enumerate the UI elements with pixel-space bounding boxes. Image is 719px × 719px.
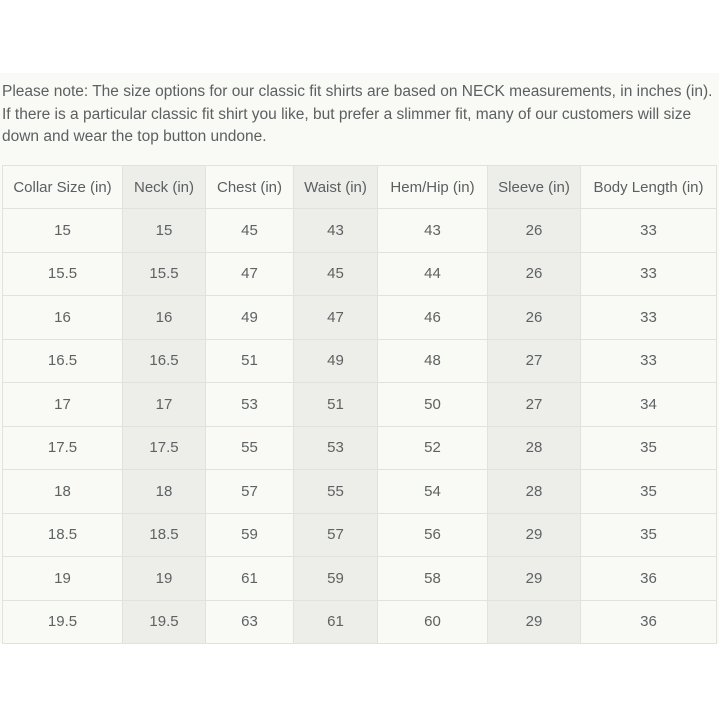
- cell-waist: 61: [294, 600, 378, 644]
- table-row: [3, 426, 717, 470]
- header-row: [3, 166, 717, 209]
- size-note: Please note: The size options for our classic fit shirts are based on NECK measurements, in inches (in). If there is a particular classic fit shirt you like, but prefer a slimmer fit, many of our customers will size down and wear the top button undone.: [2, 83, 713, 145]
- header-chest: Chest (in): [206, 166, 294, 209]
- cell-waist: 45: [294, 252, 378, 296]
- size-chart-table: [2, 165, 717, 644]
- table-row: [3, 252, 717, 296]
- cell-sleeve: 26: [488, 209, 581, 253]
- cell-collar-size: 15: [3, 209, 123, 253]
- cell-chest: 59: [206, 513, 294, 557]
- header-collar-size: Collar Size (in): [3, 166, 123, 209]
- cell-sleeve: 29: [488, 513, 581, 557]
- cell-body-length: 35: [581, 470, 717, 514]
- cell-collar-size: 16.5: [3, 339, 123, 383]
- cell-neck: 15.5: [123, 252, 206, 296]
- table-row: [3, 296, 717, 340]
- header-neck: Neck (in): [123, 166, 206, 209]
- cell-hem-hip: 58: [378, 557, 488, 601]
- cell-sleeve: 27: [488, 383, 581, 427]
- cell-hem-hip: 56: [378, 513, 488, 557]
- cell-waist: 59: [294, 557, 378, 601]
- cell-collar-size: 19: [3, 557, 123, 601]
- cell-hem-hip: 48: [378, 339, 488, 383]
- cell-sleeve: 27: [488, 339, 581, 383]
- cell-hem-hip: 52: [378, 426, 488, 470]
- cell-neck: 18: [123, 470, 206, 514]
- cell-collar-size: 16: [3, 296, 123, 340]
- cell-neck: 17.5: [123, 426, 206, 470]
- cell-sleeve: 29: [488, 557, 581, 601]
- cell-hem-hip: 50: [378, 383, 488, 427]
- cell-body-length: 35: [581, 426, 717, 470]
- cell-body-length: 34: [581, 383, 717, 427]
- cell-hem-hip: 43: [378, 209, 488, 253]
- cell-sleeve: 26: [488, 296, 581, 340]
- cell-body-length: 33: [581, 339, 717, 383]
- cell-hem-hip: 46: [378, 296, 488, 340]
- cell-sleeve: 26: [488, 252, 581, 296]
- cell-waist: 55: [294, 470, 378, 514]
- cell-chest: 45: [206, 209, 294, 253]
- cell-collar-size: 18: [3, 470, 123, 514]
- table-row: [3, 470, 717, 514]
- cell-collar-size: 19.5: [3, 600, 123, 644]
- header-sleeve: Sleeve (in): [488, 166, 581, 209]
- cell-chest: 55: [206, 426, 294, 470]
- table-row: [3, 339, 717, 383]
- table-row: [3, 209, 717, 253]
- cell-sleeve: 28: [488, 426, 581, 470]
- cell-chest: 47: [206, 252, 294, 296]
- cell-hem-hip: 54: [378, 470, 488, 514]
- header-waist: Waist (in): [294, 166, 378, 209]
- cell-chest: 53: [206, 383, 294, 427]
- cell-waist: 43: [294, 209, 378, 253]
- table-row: [3, 600, 717, 644]
- cell-sleeve: 28: [488, 470, 581, 514]
- cell-neck: 19.5: [123, 600, 206, 644]
- cell-body-length: 33: [581, 209, 717, 253]
- cell-neck: 16: [123, 296, 206, 340]
- cell-body-length: 35: [581, 513, 717, 557]
- cell-chest: 51: [206, 339, 294, 383]
- cell-waist: 51: [294, 383, 378, 427]
- cell-hem-hip: 44: [378, 252, 488, 296]
- cell-neck: 19: [123, 557, 206, 601]
- cell-collar-size: 17.5: [3, 426, 123, 470]
- cell-waist: 47: [294, 296, 378, 340]
- cell-body-length: 33: [581, 252, 717, 296]
- cell-collar-size: 18.5: [3, 513, 123, 557]
- cell-chest: 63: [206, 600, 294, 644]
- cell-body-length: 36: [581, 557, 717, 601]
- cell-collar-size: 17: [3, 383, 123, 427]
- cell-neck: 18.5: [123, 513, 206, 557]
- table-body: [3, 209, 717, 644]
- header-body-length: Body Length (in): [581, 166, 717, 209]
- cell-neck: 17: [123, 383, 206, 427]
- table-row: [3, 557, 717, 601]
- cell-neck: 15: [123, 209, 206, 253]
- table-row: [3, 383, 717, 427]
- cell-chest: 57: [206, 470, 294, 514]
- header-hem-hip: Hem/Hip (in): [378, 166, 488, 209]
- cell-collar-size: 15.5: [3, 252, 123, 296]
- cell-hem-hip: 60: [378, 600, 488, 644]
- cell-waist: 49: [294, 339, 378, 383]
- cell-chest: 49: [206, 296, 294, 340]
- cell-chest: 61: [206, 557, 294, 601]
- cell-body-length: 36: [581, 600, 717, 644]
- cell-neck: 16.5: [123, 339, 206, 383]
- table-row: [3, 513, 717, 557]
- cell-waist: 57: [294, 513, 378, 557]
- cell-body-length: 33: [581, 296, 717, 340]
- cell-waist: 53: [294, 426, 378, 470]
- cell-sleeve: 29: [488, 600, 581, 644]
